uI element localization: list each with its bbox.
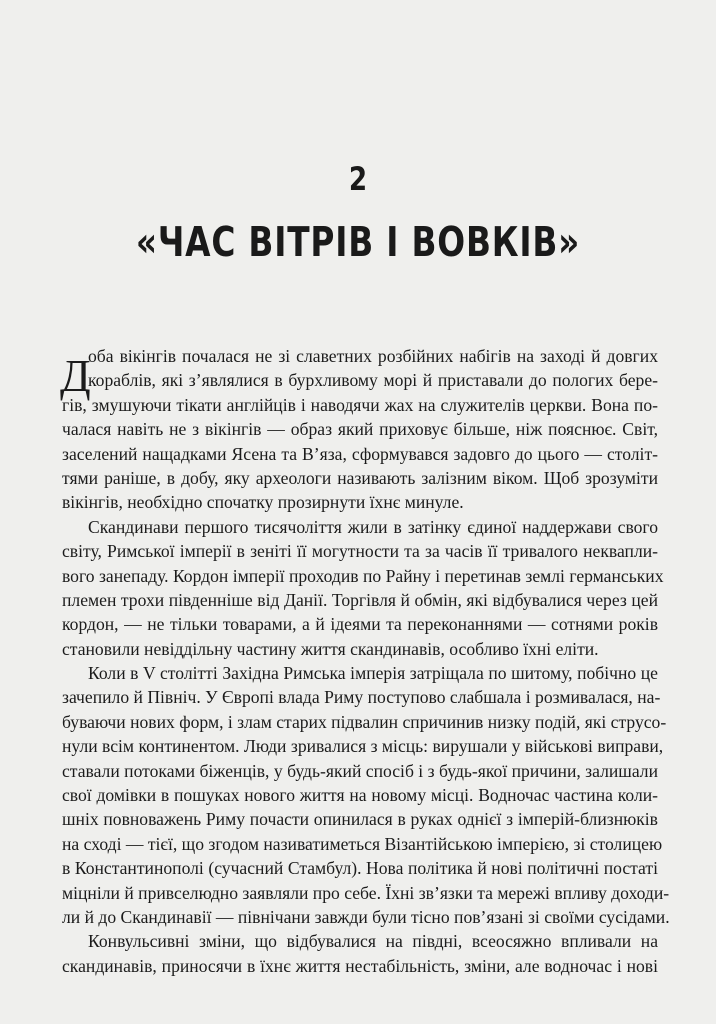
text-line: вого занепаду. Кордон імперії проходив по Райну і перетинав землі германських [62,565,664,586]
text-line: вікінгів, необхідно спочатку прозирнути їхнє минуле. [62,492,464,513]
chapter-number: 2 [348,160,368,198]
text-line: оба вікінгів почалася не зі славетних розбійних набігів на заході й довгих [88,346,658,366]
text-line: кордон, — не тільки товарами, а й ідеями та переконаннями — сотнями років [62,614,658,635]
text-line: тями раніше, в добу, яку археологи називають залізним віком. Щоб зрозуміти [62,467,658,488]
text-line: в Константинополі (сучасний Стамбул). Нова політика й нові політичні постаті [62,858,658,879]
drop-cap: Д [60,351,91,401]
text-line: на сході — тієї, що згодом називатиметься Візантійською імперією, зі столицею [62,833,663,854]
text-line: чалася навіть не з вікінгів — образ який приховує більше, ніж пояснює. Світ, [62,419,658,440]
text-line: міцніли й привселюдно заявляли про себе. Їхні зв’язки та мережі впливу доходи- [62,882,670,903]
text-line: шніх повноважень Риму почасти опинилася в руках однієї з імперій-близнюків [62,809,658,830]
text-line: ставали потоками біженців, у будь-який спосіб і з будь-якої причини, залишали [62,760,658,781]
text-line: племен трохи південніше від Данії. Торгівля й обмін, які відбувалися через цей [62,589,658,610]
text-line: кораблів, які з’являлися в бурхливому морі й приставали до пологих бере- [88,370,658,391]
text-line: Скандинави першого тисячоліття жили в затінку єдиної наддержави свого [88,516,658,537]
text-line: скандинавів, приносячи в їхнє життя нестабільність, зміни, але водночас і нові [62,955,658,976]
text-line: світу, Римської імперії в зеніті її могутности та за часів її тривалого неквапли- [62,541,658,562]
text-lines [62,344,670,978]
chapter-title: «ЧАС ВІТРІВ І ВОВКІВ» [135,218,581,266]
body-text [60,344,670,978]
text-line: гів, змушуючи тікати англійців і наводячи жах на служителів церкви. Вона по- [62,394,658,415]
text-line: становили невіддільну частину життя скандинавів, особливо їхні еліти. [62,638,599,659]
text-line: ли й до Скандинавії — північани завжди були тісно пов’язані зі своїми сусідами. [62,906,670,927]
text-line: свої домівки в пошуках нового життя на новому місці. Водночас частина коли- [62,785,658,806]
text-line: буваючи нових форм, і злам старих підвалин спричинив низку подій, які струсо- [62,711,667,732]
text-line: зачепило й Північ. У Європі влада Риму поступово слабшала і розмивалася, на- [62,687,661,708]
text-line: Коли в V столітті Західна Римська імперія затріщала по шитому, побічно це [88,663,658,684]
text-line: заселений нащадками Ясена та В’яза, сформувався задовго до цього — століт- [62,443,658,464]
text-line: Конвульсивні зміни, що відбувалися на півдні, всеосяжно впливали на [88,931,658,952]
text-line: нули всім континентом. Люди зривалися з місць: вирушали у військові виправи, [62,736,664,757]
